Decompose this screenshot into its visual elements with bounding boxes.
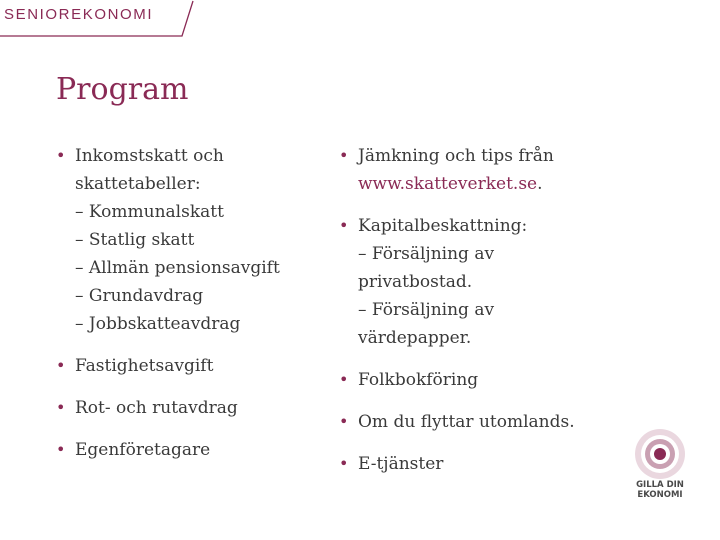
logo-line-2: EKONOMI — [637, 490, 683, 500]
left-column — [56, 142, 306, 478]
sub-item: – Statlig skatt — [75, 230, 195, 250]
item-text: Folkbokföring — [358, 370, 479, 390]
bullet-icon: • — [339, 146, 349, 165]
bullet-icon: • — [339, 370, 349, 389]
sub-item: – Försäljning av värdepapper. — [358, 300, 495, 348]
list-item — [56, 394, 306, 422]
list-item — [339, 142, 609, 198]
sub-item: – Kommunalskatt — [75, 202, 224, 222]
item-text: Kapitalbeskattning: — [358, 216, 528, 236]
sub-item: – Försäljning av privatbostad. — [358, 244, 495, 292]
item-text: Inkomstskatt och skattetabeller: — [75, 146, 224, 194]
bullet-icon: • — [56, 356, 66, 375]
bullet-icon: • — [56, 398, 66, 417]
list-item — [56, 352, 306, 380]
bullet-icon: • — [339, 216, 349, 235]
brand-name: SENIOREKONOMI — [4, 6, 154, 23]
logo-line-1: GILLA DIN — [636, 480, 684, 490]
right-column — [339, 142, 609, 492]
bullet-icon: • — [56, 440, 66, 459]
sub-item: – Grundavdrag — [75, 286, 204, 306]
item-text: Rot- och rutavdrag — [75, 398, 238, 418]
sub-item: – Allmän pensionsavgift — [75, 258, 280, 278]
logo-text — [632, 480, 688, 500]
page-title: Program — [56, 72, 189, 107]
item-text: Om du flyttar utomlands. — [358, 412, 575, 432]
bullet-icon: • — [339, 454, 349, 473]
list-item — [339, 408, 609, 436]
list-item — [339, 366, 609, 394]
item-text: E-tjänster — [358, 454, 444, 474]
list-item — [56, 142, 306, 338]
skatteverket-link[interactable]: www.skatteverket.se — [358, 174, 538, 194]
item-text: Jämkning och tips från — [358, 146, 554, 166]
bullet-icon: • — [339, 412, 349, 431]
item-text: Fastighetsavgift — [75, 356, 214, 376]
list-item — [339, 450, 609, 478]
sub-item: – Jobbskatteavdrag — [75, 314, 241, 334]
list-item — [56, 436, 306, 464]
list-item — [339, 212, 609, 352]
item-suffix: . — [537, 174, 543, 194]
bullet-icon: • — [56, 146, 66, 165]
item-text: Egenföretagare — [75, 440, 211, 460]
